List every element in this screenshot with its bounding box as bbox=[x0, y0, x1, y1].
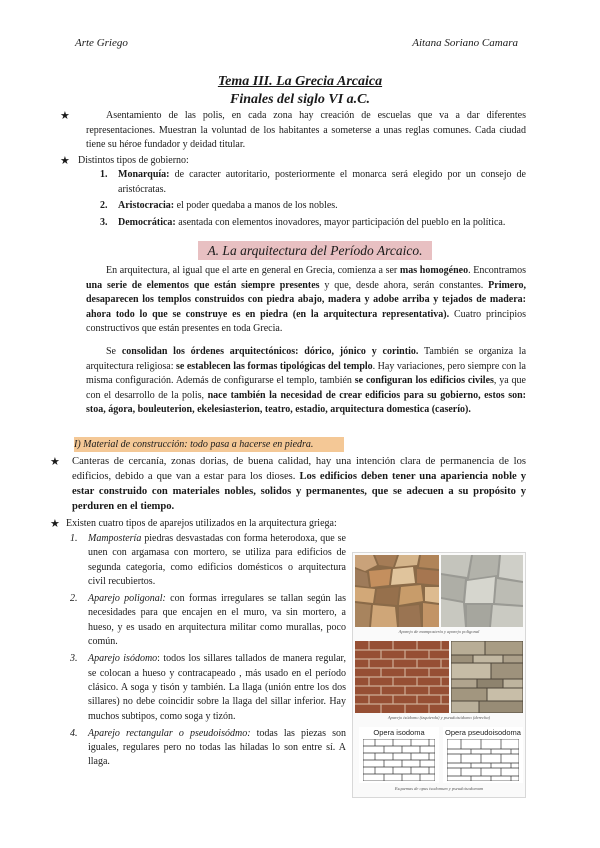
bullet-star-icon: ★ bbox=[60, 155, 70, 167]
text-bold-run: nace también la necesidad de crear edificios para su gobierno, estos son: stoa, ágora, bouleuterion, ekelesiasterion, teatro, estadio, arquitectura domestica (caserío). bbox=[86, 389, 527, 416]
list-term: Monarquía: bbox=[118, 169, 170, 180]
list-text: : todos los sillares tallados de manera regular, se colocan a hueso y contracapeado , más usado en el período clásico. A soga y tisón y también. La llaga (unión entre los dos sillares) no debe coincidir sobre la llaga del sillar inferior. Hay muchos subtipos, como soga y tizón. bbox=[88, 653, 346, 722]
header-author: Aitana Soriano Camara bbox=[412, 37, 518, 49]
section-a-heading: A. La arquitectura del Período Arcaico. bbox=[198, 241, 432, 260]
text-bold-run: Los edificios deben tener una apariencia noble y estar construido con materiales nobles, solidos y permanentes, que se adecuen a su propósito y perduren en el tiempo. bbox=[72, 471, 527, 512]
pseudoisodomum-photo bbox=[451, 641, 523, 713]
text-run: , ya que con el desarrollo de la polis, bbox=[86, 375, 526, 401]
text-run: También se organiza la arquitectura religiosa: bbox=[86, 346, 527, 372]
list-number: 2. bbox=[70, 593, 78, 605]
list-number: 3. bbox=[70, 653, 78, 665]
pseudoisodoma-schema bbox=[443, 727, 523, 783]
figure-caption-top: Aparejo de mampostería y aparejo poligonal bbox=[398, 629, 480, 634]
list-term: Aparejo isódomo bbox=[88, 653, 158, 665]
list-number: 1. bbox=[100, 169, 108, 180]
text-run: . Encontramos bbox=[468, 265, 526, 276]
government-list bbox=[100, 168, 526, 230]
list-text: de caracter autoritario, posteriormente el monarca será elegido por un consejo de aristócratas. bbox=[118, 169, 526, 195]
list-text: piedras desvastadas con forma heterodoxa, que se unen con argamasa con mortero, se utiliza para edificios de segunda categoria, como edificios domésticos o arquitectura civil recubiertos. bbox=[88, 533, 346, 587]
section-1-heading: I) Material de construcción: todo pasa a hacerse en piedra. bbox=[74, 437, 344, 452]
list-item bbox=[70, 652, 346, 723]
text-bold-run: consolidan los órdenes arquitectónicos: dórico, jónico y corintio. bbox=[121, 346, 419, 357]
isodoma-schema bbox=[359, 727, 439, 783]
list-term: Democrática: bbox=[118, 216, 176, 228]
list-number: 4. bbox=[70, 727, 78, 739]
list-item bbox=[70, 592, 346, 649]
header-subject: Arte Griego bbox=[75, 37, 128, 49]
list-term: Aparejo poligonal: bbox=[88, 593, 166, 605]
text-bold-run: Primero, desaparecen los templos construidos con piedra abajo, madera y adobe arriba y tejados de madera: ahora todo lo que se construye es en piedra (en la arquitectura representativa). bbox=[86, 279, 527, 320]
section-1-paragraph bbox=[72, 454, 526, 514]
list-item bbox=[100, 168, 526, 197]
list-text: todas las piezas son iguales, regulares pero no todas las hiladas lo son entre sí. A llaga. bbox=[88, 727, 346, 768]
list-number: 1. bbox=[70, 533, 78, 544]
text-run: En arquitectura, al igual que el arte en general en Grecia, comienza a ser bbox=[106, 265, 400, 276]
list-item bbox=[70, 532, 346, 589]
intro-paragraph: Asentamiento de las polis, en cada zona hay creación de escuelas que va a dar diferentes representaciones. Muestran la voluntad de los habitantes a someterse a unas reglas comunes. Cada ciudad tiene su héroe fundador y deidad titular. bbox=[86, 110, 526, 151]
section-a-paragraph-2 bbox=[86, 345, 526, 418]
list-text: asentada con elementos inovadores, mayor participación del pueblo en la política. bbox=[175, 216, 506, 228]
section-a-paragraph-1 bbox=[86, 264, 526, 337]
page-subtitle: Finales del siglo VI a.C. bbox=[229, 92, 371, 107]
list-number: 2. bbox=[100, 200, 108, 212]
bullet-star-icon: ★ bbox=[50, 518, 60, 530]
text-bold-run: una serie de elementos que están siempre presentes bbox=[86, 279, 320, 291]
figure-caption-bottom: Esquemas de opus isodomum y pseudoisodomum bbox=[394, 786, 484, 791]
figure-caption-middle: Aparejo isódomo (izquierda) y pseudoisódomo (derecha) bbox=[387, 715, 491, 720]
list-term: Aparejo rectangular o pseudoisódmo: bbox=[88, 727, 251, 739]
list-term: Mampostería bbox=[88, 533, 142, 544]
aparejos-list bbox=[70, 532, 346, 770]
text-run: Canteras de cercanía, zonas dorias, de buena calidad, hay una intención clara de permanencia de los edificios, debido a que van a estar para los dioses. bbox=[72, 456, 526, 482]
rubble-masonry-photo bbox=[355, 555, 439, 627]
aparejos-heading: Existen cuatro tipos de aparejos utilizados en la arquitectura griega: bbox=[66, 518, 337, 529]
page-title: Tema III. La Grecia Arcaica bbox=[217, 74, 383, 89]
bullet-star-icon: ★ bbox=[60, 110, 70, 122]
text-run: Cuatro principios constructivos que están presentes en toda Grecia. bbox=[86, 308, 526, 335]
schema-label-left: Opera isodoma bbox=[373, 728, 425, 737]
list-text: con formas irregulares se tallan según las necesidades para que encajen en el muro, va sin mortero, a hueso, y es usado en arquitectura militar como murallas, poco común. bbox=[88, 593, 346, 648]
masonry-figure bbox=[352, 552, 526, 798]
text-bold-run: mas homogéneo bbox=[399, 265, 469, 276]
list-item bbox=[70, 727, 346, 770]
list-text: el poder quedaba a manos de los nobles. bbox=[174, 200, 338, 212]
list-item bbox=[100, 216, 526, 231]
text-bold-run: se configuran los edificios civiles bbox=[354, 375, 494, 387]
list-term: Aristocracia: bbox=[118, 200, 175, 212]
text-run: y que, desde ahora, serán constantes. bbox=[319, 279, 489, 291]
isodomum-photo bbox=[355, 641, 449, 713]
government-types-heading: Distintos tipos de gobierno: bbox=[78, 155, 189, 166]
list-number: 3. bbox=[100, 216, 108, 228]
text-run: Se bbox=[106, 346, 122, 357]
polygonal-masonry-photo bbox=[441, 555, 523, 627]
bullet-star-icon: ★ bbox=[50, 456, 60, 468]
schema-label-right: Opera pseudoisodoma bbox=[445, 728, 521, 737]
text-run: . Hay variaciones, pero siempre con la misma configuración. Además de configurarse el templo, también bbox=[86, 360, 526, 387]
text-bold-run: se establecen las formas tipológicas del templo bbox=[175, 360, 373, 372]
list-item bbox=[100, 199, 526, 214]
